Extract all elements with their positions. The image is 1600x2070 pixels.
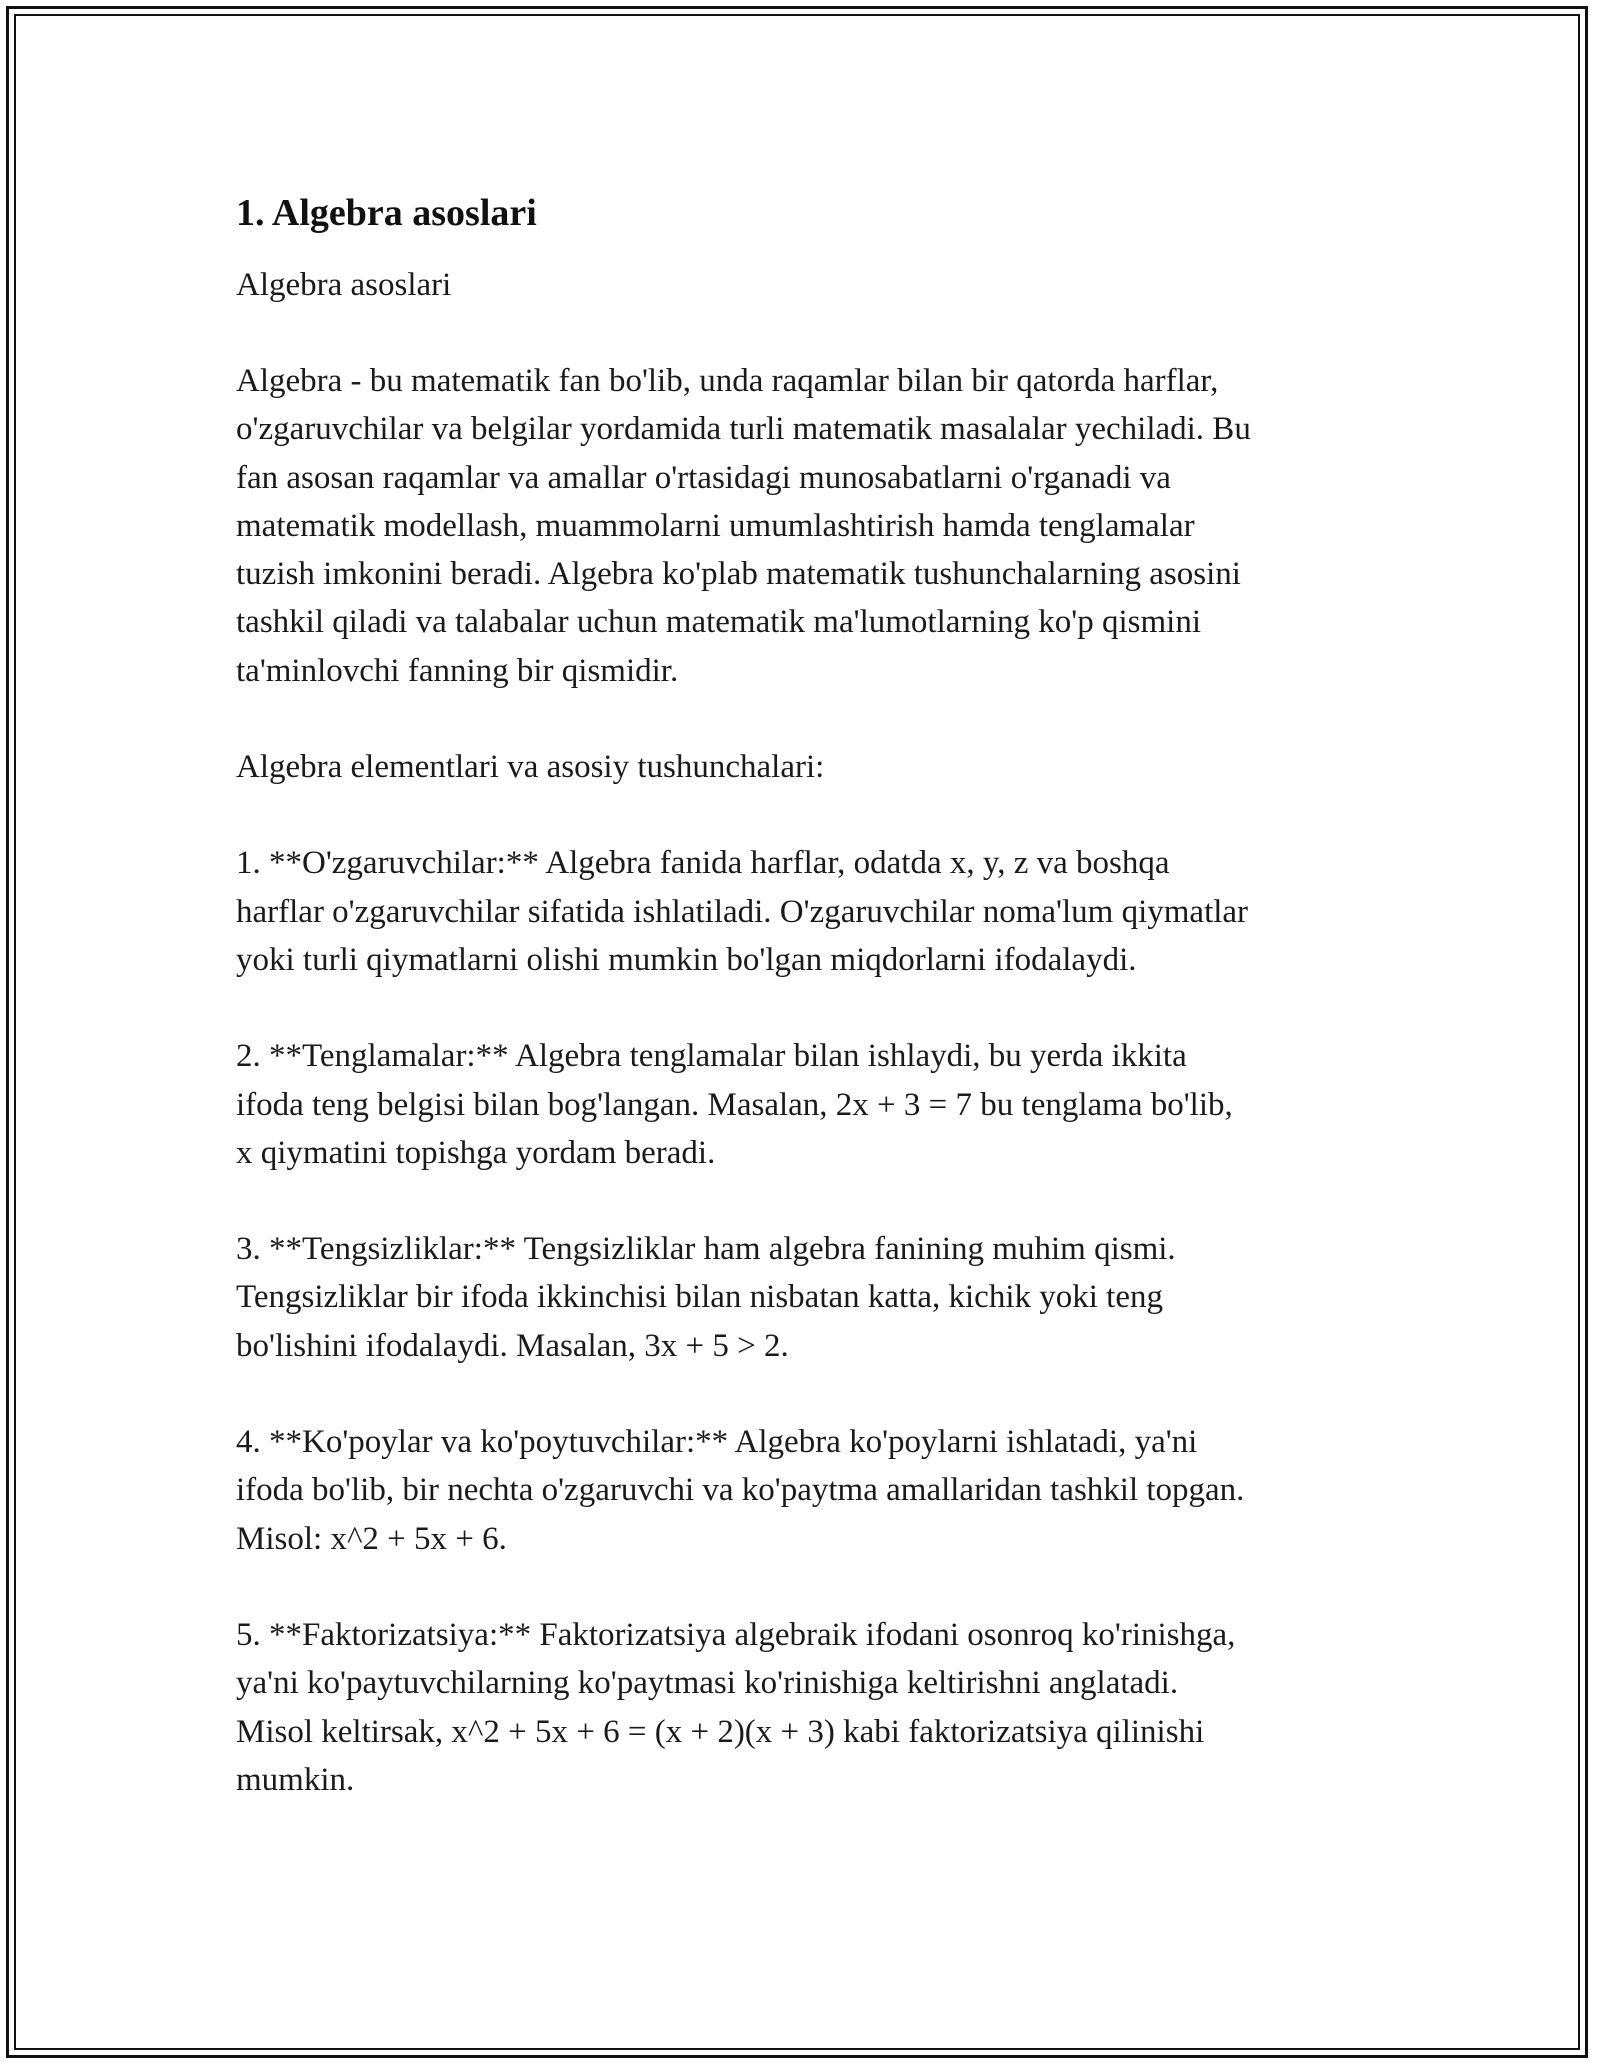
list-item-inequalities: 3. **Tengsizliklar:** Tengsizliklar ham algebra fanining muhim qismi. Tengsizliklar bir ifoda ikkinchisi bilan nisbatan katta, kichik yoki teng bo'lishini ifodalaydi. Masalan, 3x + 5 > 2.	[236, 1231, 1176, 1364]
document-title: 1. Algebra asoslari	[236, 192, 537, 234]
list-item-variables: 1. **O'zgaruvchilar:** Algebra fanida harflar, odatda x, y, z va boshqa harflar o'zgaruvchilar sifatida ishlatiladi. O'zgaruvchilar noma'lum qiymatlar yoki turli qiymatlarni olishi mumkin bo'lgan miqdorlarni ifodalaydi.	[236, 845, 1249, 978]
list-item-equations: 2. **Tenglamalar:** Algebra tenglamalar bilan ishlaydi, bu yerda ikkita ifoda teng belgisi bilan bog'langan. Masalan, 2x + 3 = 7 bu tenglama bo'lib, x qiymatini topishga yordam beradi.	[236, 1038, 1233, 1171]
section-heading: Algebra elementlari va asosiy tushunchalari:	[236, 749, 825, 786]
list-item-polynomials: 4. **Ko'poylar va ko'poytuvchilar:** Algebra ko'poylarni ishlatadi, ya'ni ifoda bo'lib, bir nechta o'zgaruvchi va ko'paytma amallaridan tashkil topgan. Misol: x^2 + 5x + 6.	[236, 1424, 1245, 1557]
list-item-factorization: 5. **Faktorizatsiya:** Faktorizatsiya algebraik ifodani osonroq ko'rinishga, ya'ni ko'paytuvchilarning ko'paytmasi ko'rinishiga keltirishni anglatadi. Misol keltirsak, x^2 + 5x + 6 = (x + 2)(x + 3) kabi faktorizatsiya qilinishi mumkin.	[236, 1616, 1236, 1798]
intro-paragraph: Algebra - bu matematik fan bo'lib, unda raqamlar bilan bir qatorda harflar, o'zgaruvchilar va belgilar yordamida turli matematik masalalar yechiladi. Bu fan asosan raqamlar va amallar o'rtasidagi munosabatlarni o'rganadi va matematik modellash, muammolarni umumlashtirish hamda tenglamalar tuzish imkonini beradi. Algebra ko'plab matematik tushunchalarning asosini tashkil qiladi va talabalar uchun matematik ma'lumotlarning ko'p qismini ta'minlovchi fanning bir qismidir.	[236, 363, 1251, 689]
document-subtitle: Algebra asoslari	[236, 267, 452, 303]
document-body	[236, 185, 1376, 1804]
